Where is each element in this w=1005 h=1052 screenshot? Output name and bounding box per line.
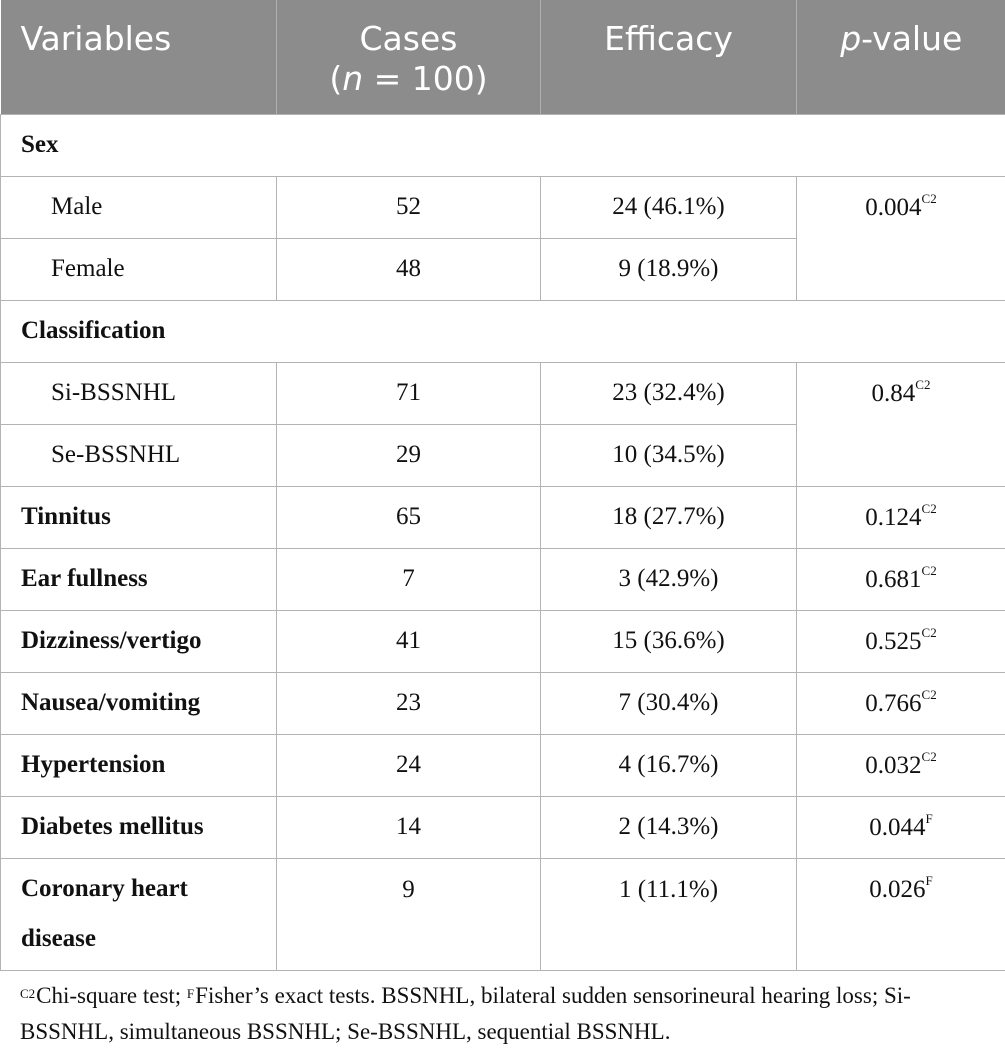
efficacy-cell: 9 (18.9%) <box>541 238 797 300</box>
cases-cell: 52 <box>277 176 541 238</box>
pvalue-cell <box>797 672 1005 734</box>
pvalue-cell <box>797 610 1005 672</box>
pvalue-number: 0.032 <box>865 751 922 779</box>
footnote-text-2: Fisher’s exact tests. BSSNHL, bilateral sudden sensorineural hearing loss; Si-BSSNHL, simultaneous BSSNHL; Se-BSSNHL, sequential BSSNHL. <box>20 983 911 1044</box>
test-marker: F <box>925 872 933 888</box>
pvalue-cell <box>797 486 1005 548</box>
group-label: Classification <box>1 300 1005 362</box>
cases-cell: 48 <box>277 238 541 300</box>
table-row <box>1 362 1005 424</box>
header-cases-open-paren: ( <box>329 59 343 98</box>
header-cases-n: n <box>342 59 364 98</box>
pvalue-cell <box>797 176 1005 300</box>
pvalue-number: 0.026 <box>869 875 926 903</box>
pvalue-number: 0.681 <box>865 565 922 593</box>
test-marker: C2 <box>921 500 937 516</box>
row-label: Se-BSSNHL <box>1 424 277 486</box>
header-pvalue <box>797 0 1005 114</box>
test-marker: C2 <box>921 748 937 764</box>
efficacy-cell: 1 (11.1%) <box>541 858 797 970</box>
table-row <box>1 796 1005 858</box>
test-marker: C2 <box>921 562 937 578</box>
cases-cell: 7 <box>277 548 541 610</box>
header-pvalue-p: p <box>840 19 862 58</box>
header-efficacy: Efficacy <box>541 0 797 114</box>
row-label: Diabetes mellitus <box>1 796 277 858</box>
footnote-marker-f: F <box>186 986 195 1001</box>
row-label: Si-BSSNHL <box>1 362 277 424</box>
pvalue-number: 0.766 <box>865 689 922 717</box>
footnote-text-1: Chi-square test; <box>36 983 187 1008</box>
cases-cell: 23 <box>277 672 541 734</box>
row-label <box>1 858 277 970</box>
row-label-line1: Coronary heart <box>21 875 188 902</box>
table-footnote <box>20 978 990 1050</box>
header-variables: Variables <box>1 0 277 114</box>
cases-cell: 14 <box>277 796 541 858</box>
table-row <box>1 734 1005 796</box>
table-row <box>1 858 1005 970</box>
group-row-sex <box>1 114 1005 176</box>
row-label: Nausea/vomiting <box>1 672 277 734</box>
row-label: Tinnitus <box>1 486 277 548</box>
efficacy-cell: 18 (27.7%) <box>541 486 797 548</box>
efficacy-cell: 10 (34.5%) <box>541 424 797 486</box>
header-row <box>1 0 1005 114</box>
header-pvalue-rest: -value <box>861 19 963 58</box>
table-row <box>1 610 1005 672</box>
pvalue-number: 0.84 <box>871 379 916 407</box>
group-label: Sex <box>1 114 1005 176</box>
footnote-marker-c2: C2 <box>20 986 36 1001</box>
row-label: Female <box>1 238 277 300</box>
table-row <box>1 486 1005 548</box>
pvalue-number: 0.044 <box>869 813 926 841</box>
efficacy-cell: 3 (42.9%) <box>541 548 797 610</box>
cases-cell: 24 <box>277 734 541 796</box>
table-row <box>1 672 1005 734</box>
efficacy-cell: 24 (46.1%) <box>541 176 797 238</box>
test-marker: C2 <box>921 686 937 702</box>
cases-cell: 71 <box>277 362 541 424</box>
test-marker: C2 <box>921 624 937 640</box>
cases-cell: 65 <box>277 486 541 548</box>
header-cases-n-rest: = 100) <box>363 59 488 98</box>
pvalue-cell <box>797 548 1005 610</box>
pvalue-number: 0.124 <box>865 503 922 531</box>
test-marker: F <box>925 810 933 826</box>
cases-cell: 41 <box>277 610 541 672</box>
pvalue-cell <box>797 734 1005 796</box>
test-marker: C2 <box>921 190 937 206</box>
efficacy-cell: 23 (32.4%) <box>541 362 797 424</box>
efficacy-cell: 15 (36.6%) <box>541 610 797 672</box>
group-row-classification <box>1 300 1005 362</box>
test-marker: C2 <box>915 376 931 392</box>
cases-cell: 29 <box>277 424 541 486</box>
row-label: Dizziness/vertigo <box>1 610 277 672</box>
pvalue-cell <box>797 858 1005 970</box>
efficacy-cell: 4 (16.7%) <box>541 734 797 796</box>
pvalue-number: 0.004 <box>865 193 922 221</box>
efficacy-cell: 7 (30.4%) <box>541 672 797 734</box>
row-label: Hypertension <box>1 734 277 796</box>
row-label: Male <box>1 176 277 238</box>
efficacy-cell: 2 (14.3%) <box>541 796 797 858</box>
header-cases <box>277 0 541 114</box>
pvalue-number: 0.525 <box>865 627 922 655</box>
table-row <box>1 548 1005 610</box>
table-row <box>1 176 1005 238</box>
cases-cell: 9 <box>277 858 541 970</box>
pvalue-cell <box>797 796 1005 858</box>
row-label-line2: disease <box>21 925 96 952</box>
header-cases-line1: Cases <box>359 19 458 58</box>
row-label: Ear fullness <box>1 548 277 610</box>
pvalue-cell <box>797 362 1005 486</box>
